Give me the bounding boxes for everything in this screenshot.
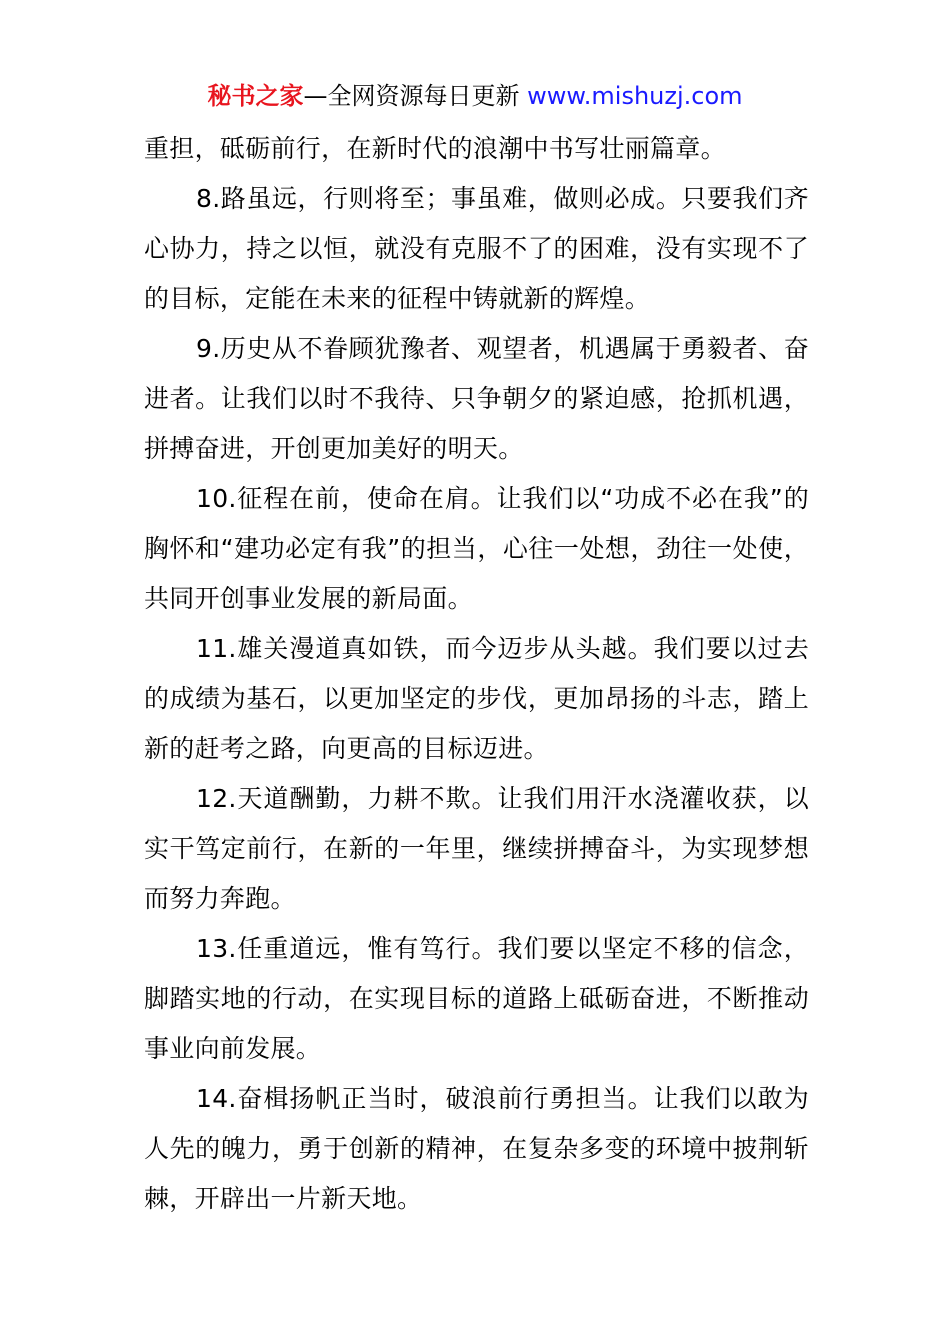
paragraph-item-8: 8.路虽远，行则将至；事虽难，做则必成。只要我们齐心协力，持之以恒，就没有克服不了的困难，没有实现不了的目标，定能在未来的征程中铸就新的辉煌。 (144, 184, 809, 313)
brand-name: 秘书之家 (207, 82, 304, 110)
document-body (144, 124, 809, 1224)
header-tagline: —全网资源每日更新 (303, 82, 520, 110)
paragraph-item-9: 9.历史从不眷顾犹豫者、观望者，机遇属于勇毅者、奋进者。让我们以时不我待、只争朝夕的紧迫感，抢抓机遇，拼搏奋进，开创更加美好的明天。 (144, 334, 809, 463)
paragraph-continuation: 重担，砥砺前行，在新时代的浪潮中书写壮丽篇章。 (144, 134, 726, 163)
paragraph-item-11: 11.雄关漫道真如铁，而今迈步从头越。我们要以过去的成绩为基石，以更加坚定的步伐，更加昂扬的斗志，踏上新的赶考之路，向更高的目标迈进。 (144, 634, 809, 763)
site-header (0, 80, 950, 112)
paragraph-item-14: 14.奋楫扬帆正当时，破浪前行勇担当。让我们以敢为人先的魄力，勇于创新的精神，在复杂多变的环境中披荆斩棘，开辟出一片新天地。 (144, 1084, 809, 1213)
paragraph-item-10: 10.征程在前，使命在肩。让我们以“功成不必在我”的胸怀和“建功必定有我”的担当，心往一处想，劲往一处使，共同开创事业发展的新局面。 (144, 484, 809, 613)
site-url-link[interactable]: www.mishuzj.com (527, 82, 743, 110)
paragraph-item-13: 13.任重道远，惟有笃行。我们要以坚定不移的信念，脚踏实地的行动，在实现目标的道路上砥砺奋进，不断推动事业向前发展。 (144, 934, 809, 1063)
paragraph-item-12: 12.天道酬勤，力耕不欺。让我们用汗水浇灌收获，以实干笃定前行，在新的一年里，继续拼搏奋斗，为实现梦想而努力奔跑。 (144, 784, 809, 913)
